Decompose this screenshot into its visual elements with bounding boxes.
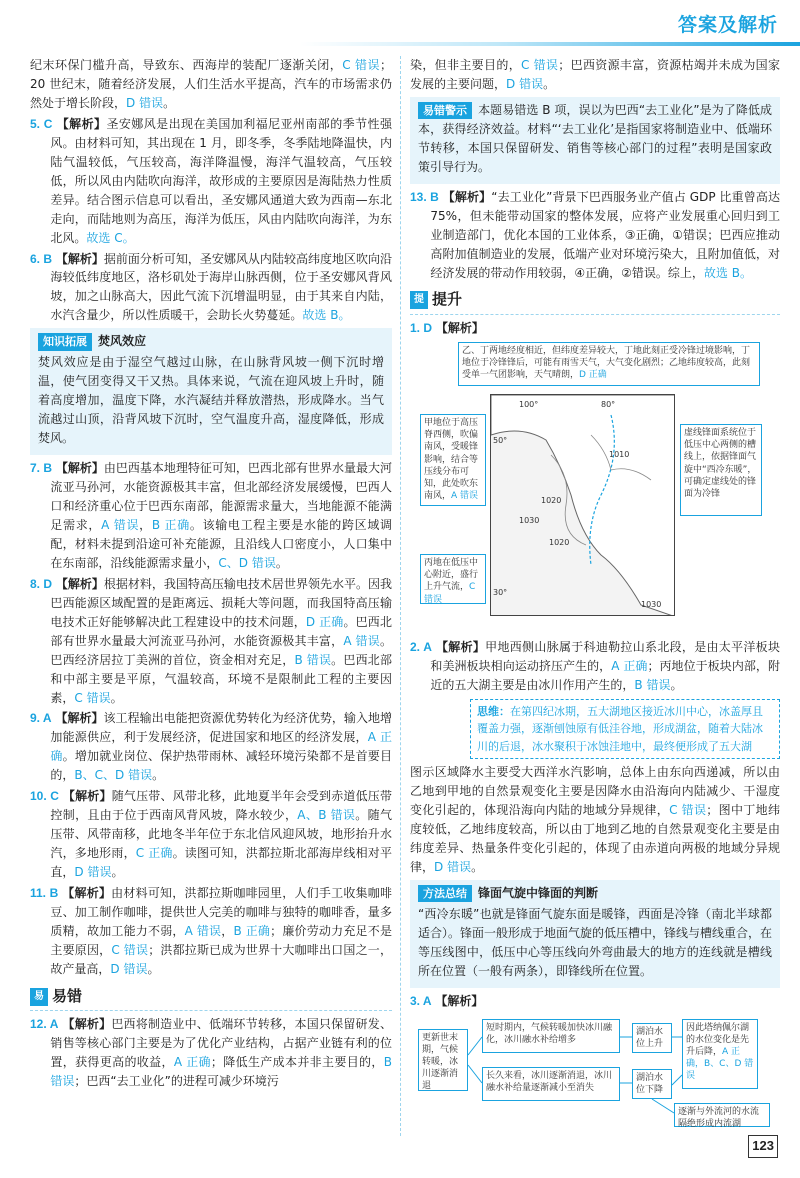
method-summary-text: “西冷东暖”也就是锋面气旋东面是暖锋，西面是冷锋（南北半球都适合）。锋面一般形成于地面气旋的低压槽中，锋线与槽线重合，在等压线图中，低压中心等压线向外弯曲最大的地方的连线就是槽线所在位置（一般有两条），即锋线所在位置。	[418, 906, 773, 978]
section-improve	[410, 288, 780, 315]
method-summary-head: 锋面气旋中锋面的判断	[478, 885, 599, 900]
flow-arrow	[468, 1037, 482, 1055]
mistake-warning-text: 本题易错选 B 项，误以为巴西“去工业化”是为了降低成本，获得经济效益。材料“‘去工业化’是指国家将制造业中、低端环节转移，本国只保留研发、销售等核心部门的过程”表明是国家政策引导行为。	[418, 102, 772, 174]
mistake-warning-box	[410, 97, 780, 184]
section-icon: 易	[30, 988, 48, 1006]
flow-arrow	[672, 1075, 682, 1085]
answer-8: 8. D 【解析】根据材料，我国特高压输电技术居世界领先水平。因我巴西能源区域配置的是距离远、损耗大等问题，而我国特高压输电技术正好能够解决此工程建设中的技术问题，D 正确。巴西北部有世界水量最大河流亚马孙河，水能资源极其丰富，A 错误。巴西经济居拉丁美洲的首位，资金相对充足，B 错误。巴西北部和中部主要是平原，气温较高，环境不是限制此工程的主要因素，C 错误。	[30, 576, 392, 705]
answer-10: 10. C 【解析】随气压带、风带北移，此地夏半年会受到赤道低压带控制，且由于位于西南风背风坡，降水较少，A、B 错误。随气压带、风带南移，此地冬半年位于东北信风迎风坡，地形抬升水汽，多地形雨，C 正确。读图可知，洪都拉斯北部海岸线相对平直，D 错误。	[30, 789, 392, 880]
flow-arrow	[468, 1065, 482, 1083]
method-summary-box	[410, 880, 780, 988]
map-label: 1020	[541, 496, 562, 506]
section-label: 提升	[432, 290, 463, 309]
map-label: 1030	[641, 600, 662, 610]
section-easy-mistakes	[30, 985, 392, 1012]
page-header-title: 答案及解析	[677, 14, 778, 36]
flow-arrow	[652, 1099, 674, 1113]
map-label: 1030	[519, 516, 540, 526]
thinking-note: 思维：在第四纪冰期，五大湖地区接近冰川中心，冰盖厚且覆盖力强，逐渐刨蚀原有低洼谷地，形成湖盆，随着大陆冰川的后退，冰水聚积于冰蚀洼地中，最终便形成了五大湖	[470, 699, 780, 759]
map-label: 1010	[609, 450, 630, 460]
flow-arrows	[410, 1015, 780, 1133]
section-label: 易错	[52, 986, 83, 1005]
map-label: 50°	[493, 436, 508, 446]
intro-paragraph: 纪末环保门槛升高，导致东、西海岸的装配厂逐渐关闭，C 错误；20 世纪末，随着经济发展，人们生活水平提高，汽车的市场需求仍然处于增长阶段，D 错误。	[30, 58, 392, 110]
flow-box-3: 长久来看，冰川逐渐消退，冰川融水补给量逐渐减小至消失	[482, 1067, 620, 1101]
header-stripe	[300, 42, 800, 46]
flow-box-1: 更新世末期，气候转暖，冰川逐渐消退	[418, 1029, 468, 1091]
method-summary-badge: 方法总结	[418, 885, 472, 902]
answer-9: 9. A 【解析】该工程输出电能把资源优势转化为经济优势，输入地增加能源供应，利于发展经济，促进国家和地区的经济发展，A 正确。增加就业岗位、保护热带雨林、减轻环境污染都不是首要目的，B、C、D 错误。	[30, 711, 392, 783]
flow-box-2: 短时期内，气候转暖加快冰川融化，冰川融水补给增多	[482, 1019, 620, 1053]
land-outline	[491, 395, 675, 616]
map-label: 100°	[519, 400, 539, 410]
answer-7: 7. B 【解析】由巴西基本地理特征可知，巴西北部有世界水量最大河流亚马孙河，水能资源极其丰富，但北部经济发展缓慢，巴西人口和经济重心位于巴西东南部，能源需求量大，当地能源不能满足需求，A 错误，B 正确。该输电工程主要是水能的跨区域调配，材料未提到沿途可补充能源，且沿线人口密度小，人口集中在东南部，沿线能源需求量小，C、D 错误。	[30, 461, 392, 570]
map-label: 30°	[493, 588, 508, 598]
page-number: 123	[748, 1135, 778, 1158]
answer-6: 6. B 【解析】据前面分析可知，圣安娜风从内陆较高纬度地区吹向沿海较低纬度地区，洛杉矶处于海岸山脉西侧，位于圣安娜风背风坡，加之山脉高大，因此气流下沉增温明显，由于其来自内陆，水汽含量少，所以性质暖干，会助长火势蔓延。故选 B。	[30, 251, 392, 323]
flow-box-5: 湖泊水位下降	[632, 1069, 672, 1099]
knowledge-box-head: 焚风效应	[98, 334, 147, 349]
figure-note-left1: 甲地位于高压脊西侧，吹偏南风，受暖锋影响，结合等压线分布可知，此处吹东南风，A 错误	[420, 414, 486, 506]
answer-3-head: 3. A 【解析】	[410, 993, 484, 1008]
flow-box-4: 湖泊水位上升	[632, 1023, 672, 1053]
right-column	[410, 56, 780, 1139]
weather-map-figure	[410, 342, 780, 632]
answer-2: 2. A 【解析】甲地西侧山脉属于科迪勒拉山系北段，是由太平洋板块和美洲板块相向运动挤压产生的，A 正确；丙地位于板块内部，附近的五大湖主要是由冰川作用产生的，B 错误。	[410, 640, 780, 693]
answer-12: 12. A 【解析】巴西将制造业中、低端环节转移，本国只保留研发、销售等核心部门主要是为了优化产业结构，占据产业链有利的位置，获得更高的收益，A 正确；降低生产成本并非主要目的，B 错误；巴西“去工业化”的进程可减少环境污	[30, 1017, 392, 1089]
answer-2-continued: 图示区域降水主要受大西洋水汽影响，总体上由东向西递减，所以由乙地到甲地的自然景观变化主要是因降水由沿海向内陆减少、干湿度变化引起的，体现沿海向内陆的地域分异规律，C 错误；图中丁地纬度较低，乙地纬度较高，所以由丁地到乙地的自然景观变化主要是由纬度差异、热量条件变化引起的，体现了由赤道向两极的地域分异规律，D 错误。	[410, 765, 780, 874]
map-label: 80°	[601, 400, 616, 410]
weather-map	[490, 394, 675, 616]
flow-box-7: 逐渐与外流河的水流隔绝形成内流湖	[674, 1103, 770, 1127]
answer-13: 13. B 【解析】“去工业化”背景下巴西服务业产值占 GDP 比重曾高达 75%，但未能带动国家的整体发展，应将产业发展重心回归到工业制造部门，优化本国的工业体系，③正确，①错误；巴西应推动高附加值制造业的发展，低端产业对环境污染大，且附加值低，对经济发展的带动作用较弱，④正确，②错误。综上，故选 B。	[410, 189, 780, 280]
knowledge-box	[30, 328, 392, 455]
column-divider	[400, 56, 401, 1136]
answer-11: 11. B 【解析】由材料可知，洪都拉斯咖啡园里，人们手工收集咖啡豆、加工制作咖啡，提供世人完美的咖啡与独特的咖啡香，量多质精，故加工能力不弱，A 错误，B 正确；廉价劳动力充足不是主要原因，C 错误；洪都拉斯已成为世界十大咖啡出口国之一，故产量高，D 错误。	[30, 886, 392, 976]
answer-1-head: 1. D 【解析】	[410, 321, 484, 336]
figure-note-top: 乙、丁两地经度相近，但纬度差异较大，丁地此刻正受冷锋过境影响，丁地位于冷锋锋后，可能有雨雪天气，大气变化剧烈；乙地纬度较高，此刻受单一气团影响，天气晴朗，D 正确	[458, 342, 760, 386]
continued-paragraph: 染，但非主要目的，C 错误；巴西资源丰富，资源枯竭并未成为国家发展的主要问题，D 错误。	[410, 58, 780, 91]
lake-flow-diagram	[410, 1015, 780, 1133]
flow-box-6: 因此塔纳佩尔湖的水位变化是先升后降，A 正确，B、C、D 错误	[682, 1019, 758, 1089]
section-icon: 提	[410, 291, 428, 309]
weather-map-svg	[491, 395, 675, 616]
knowledge-box-badge: 知识拓展	[38, 333, 92, 350]
left-column	[30, 56, 392, 1093]
figure-note-left2: 丙地在低压中心附近，盛行上升气流，C 错误	[420, 554, 486, 604]
knowledge-box-text: 焚风效应是由于湿空气越过山脉，在山脉背风坡一侧下沉时增温，使气团变得又干又热。具体来说，气流在迎风坡上升时，随着高度增加，温度下降，水汽凝结并释放潜热，形成降水。当气流越过山顶，沿背风坡下沉时，空气温度升高，湿度降低，形成焚风。	[38, 355, 384, 446]
map-label: 1020	[549, 538, 570, 548]
mistake-warning-badge: 易错警示	[418, 102, 472, 119]
figure-note-right: 虚线锋面系统位于低压中心两侧的槽线上，依据锋面气旋中“西冷东暖”，可确定虚线处的锋面为冷锋	[680, 424, 762, 516]
page-header	[0, 0, 800, 46]
answer-5: 5. C 【解析】圣安娜风是出现在美国加利福尼亚州南部的季节性强风。由材料可知，其出现在 1 月，即冬季，冬季陆地降温快，内陆气温较低，气压较高，海洋降温慢，海洋气温较高，气压较低，所以风由内陆吹向海洋，故形成的主要原因是海陆热力性质差异。结合图示信息可以看出，圣安娜风通道大致为西南—东北走向，而陆地则为高压，海洋为低压，风由内陆吹向海洋，为东北风。故选 C。	[30, 116, 392, 245]
